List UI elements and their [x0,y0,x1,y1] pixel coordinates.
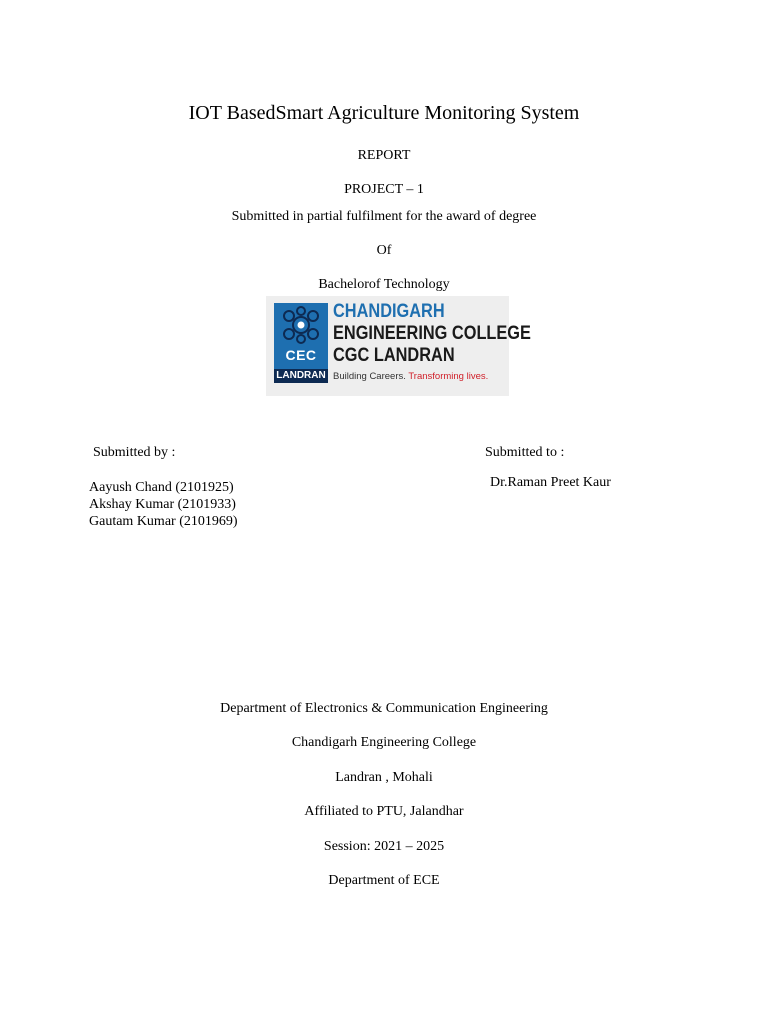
student-1: Aayush Chand (2101925) [89,480,234,495]
student-3: Gautam Kumar (2101969) [89,514,238,529]
emblem-text: CEC [285,347,317,363]
tagline-part-2: Transforming lives. [408,371,489,382]
student-2: Akshay Kumar (2101933) [89,497,236,512]
degree-name: Bachelorof Technology [318,277,450,292]
logo-line-3: CGC LANDRAN [333,345,455,366]
project-label: PROJECT – 1 [344,182,424,197]
logo-tagline [333,371,488,382]
college-location: Landran , Mohali [335,770,433,785]
department-name: Department of Electronics & Communication Engineering [220,701,548,716]
academic-session: Session: 2021 – 2025 [323,839,445,854]
gear-cluster-icon [274,303,328,349]
submitted-by-label: Submitted by : [93,445,176,460]
report-label: REPORT [357,148,411,163]
document-title: IOT BasedSmart Agriculture Monitoring System [188,102,580,124]
emblem-tag: LANDRAN [274,369,328,383]
tagline-part-1: Building Careers. [333,371,406,382]
department-short: Department of ECE [328,873,440,888]
university-affiliation: Affiliated to PTU, Jalandhar [304,804,464,819]
supervisor-name: Dr.Raman Preet Kaur [490,475,611,490]
logo-line-2: ENGINEERING COLLEGE [333,323,531,344]
logo-line-1: CHANDIGARH [333,301,445,322]
of-label: Of [376,243,392,258]
college-emblem [274,303,328,383]
college-logo [266,296,531,396]
submission-statement: Submitted in partial fulfilment for the award of degree [231,209,537,224]
college-name: Chandigarh Engineering College [291,735,477,750]
submitted-to-label: Submitted to : [485,445,565,460]
